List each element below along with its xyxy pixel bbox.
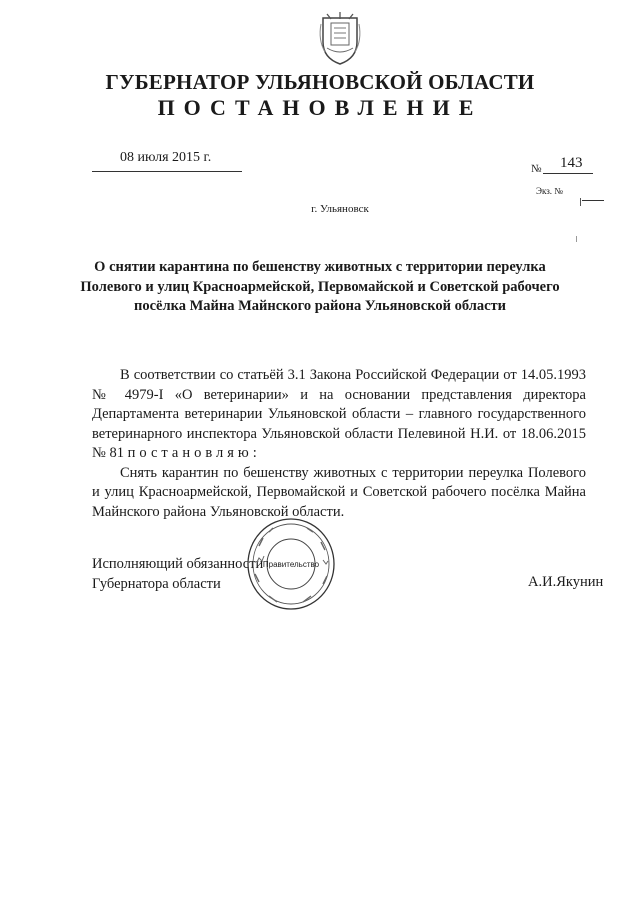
copy-number-label: Экз. № [536, 186, 563, 196]
body-paragraph: Снять карантин по бешенству животных с территории переулка Полевого и улиц Красноармейской, Первомайской и Советской рабочего посёлка Майна Майнского района Ульяновской области. [92, 464, 586, 520]
document-type: ПОСТАНОВЛЕНИЕ [157, 95, 483, 120]
signatory-position [92, 555, 263, 594]
position-line: Исполняющий обязанности [92, 556, 264, 572]
number-underline [543, 173, 593, 174]
coat-of-arms-emblem [317, 10, 363, 66]
official-seal [245, 516, 337, 612]
seal-center-text: Правительство [262, 560, 320, 569]
body-paragraph [92, 366, 586, 464]
document-body [92, 366, 586, 522]
preamble-text: В соответствии со статьёй 3.1 Закона Российской Федерации от 14.05.1993 № 4979-I «О ветеринарии» и на основании представления директора Департамента ветеринарии Ульяновской области – главного государственного ветеринарного инспектора Ульяновской области Пелевиной Н.И. от 18.06.2015 № 81 [92, 367, 586, 461]
date-underline [92, 171, 242, 172]
document-date: 08 июля 2015 г. [120, 150, 212, 165]
city-of-issue: г. Ульяновск [311, 203, 369, 215]
signatory-name: А.И.Якунин [528, 574, 604, 590]
issuing-authority: ГУБЕРНАТОР УЛЬЯНОВСКОЙ ОБЛАСТИ [105, 70, 535, 94]
copy-number-underline [582, 200, 604, 201]
document-number: 143 [560, 155, 583, 171]
decree-word: постановляю: [127, 445, 261, 461]
position-line: Губернатора области [92, 575, 221, 592]
document-title: О снятии карантина по бешенству животных с территории переулка Полевого и улиц Красноармейской, Первомайской и Советской рабочего посёлка Майна Майнского района Ульяновской области [80, 259, 560, 314]
handwritten-mark [576, 236, 577, 242]
number-sign: № [531, 163, 542, 175]
